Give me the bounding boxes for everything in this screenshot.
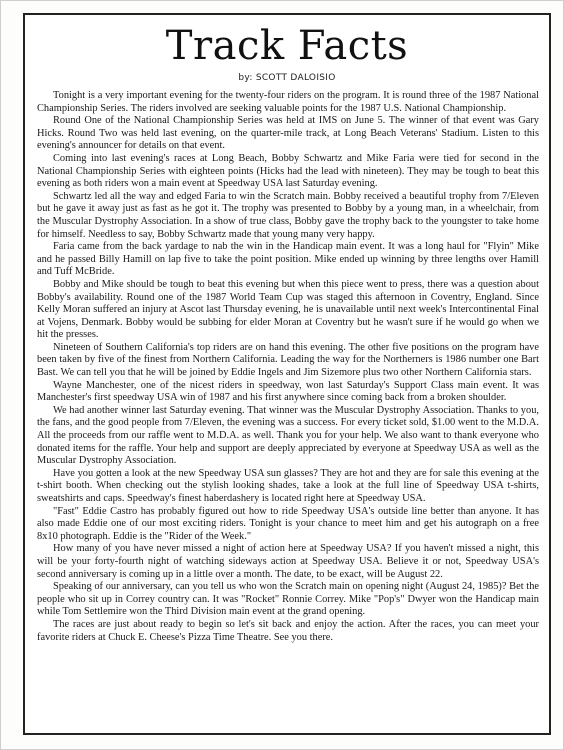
paragraph: Speaking of our anniversary, can you tell us who won the Scratch main on opening night (August 24, 1985)? Bet the people who sit up in Correy country can. It was "Rocket" Ronnie Correy. Mike "Pop's" Dwyer won the Handicap main while Tom Settlemire won the Third Division main event at the grand opening. bbox=[37, 581, 539, 618]
paragraph: Round One of the National Championship Series was held at IMS on June 5. The winner of that event was Gary Hicks. Round Two was held last evening, on the quarter-mile track, at Long Beach Veterans' Stadium. Listen to this evening's announcer for details on that event. bbox=[37, 115, 539, 152]
paragraph: Coming into last evening's races at Long Beach, Bobby Schwartz and Mike Faria were tied for second in the National Championship Series with eighteen points (Hicks had the lead with nineteen). They may be tough to beat this evening as both riders won a main event at Speedway USA last Saturday evening. bbox=[37, 152, 539, 190]
page-title: Track Facts bbox=[165, 23, 409, 69]
paragraph: Bobby and Mike should be tough to beat this evening but when this piece went to press, there was a question about Bobby's availability. Round one of the 1987 World Team Cup was staged this afternoon in Coventry, England. Since Kelly Moran suffered an injury at Ascot last Thursday evening, he is unavailable until next week's Intercontinental Final at Vojens, Denmark. Bobby would be subbing for elder Moran at Coventry but he wasn't sure if he would go when we hit the presses. bbox=[37, 278, 539, 341]
byline: by: SCOTT DALOISIO bbox=[238, 73, 336, 83]
paragraph: Faria came from the back yardage to nab the win in the Handicap main event. It was a long haul for "Flyin" Mike and he passed Billy Hamill on lap five to take the point position. Mike ended up winning by three lengths over Hamill and Tuff McBride. bbox=[37, 241, 539, 278]
paragraph: We had another winner last Saturday evening. That winner was the Muscular Dystrophy Association. Thanks to you, the fans, and the good people from 7/Eleven, the evening was a success. For every ticket sold, $1.00 went to the M.D.A. All the proceeds from our raffle went to M.D.A. as well. Thank you for your help. We also want to thank everyone who donated items for the raffle. Your help and support are deeply appreciated by everyone at Speedway USA as well as the Muscular Dystrophy Association. bbox=[37, 404, 539, 467]
article-frame bbox=[23, 13, 551, 735]
paragraph: Tonight is a very important evening for the twenty-four riders on the program. It is round three of the 1987 National Championship Series. The riders involved are seeking valuable points for the 1987 U.S. National Championship. bbox=[37, 90, 539, 114]
paragraph: How many of you have never missed a night of action here at Speedway USA? If you haven't missed a night, this will be your forty-fourth night of watching sideways action at Speedway USA. Believe it or not, Speedway USA's second anniversary is coming up in a little over a month. The date, to be exact, will be August 22. bbox=[37, 543, 539, 580]
article-body bbox=[37, 90, 539, 644]
paragraph: Have you gotten a look at the new Speedway USA sun glasses? They are hot and they are for sale this evening at the t-shirt booth. When checking out the stylish looking shades, take a look at the full line of Speedway USA t-shirts, sweatshirts and caps. Speedway's finest haberdashery is located right here at Speedway USA. bbox=[37, 467, 539, 504]
paragraph: Schwartz led all the way and edged Faria to win the Scratch main. Bobby received a beautiful trophy from 7/Eleven but he gave it away just as fast as he got it. The trophy was presented to Bobby by a young man, in a wheelchair, from the Muscular Dystrophy Association. In a show of true class, Bobby gave the trophy back to the youngster to take home for himself. Needless to say, Bobby Schwartz made that young many very happy. bbox=[37, 190, 539, 240]
paragraph: "Fast" Eddie Castro has probably figured out how to ride Speedway USA's outside line better than anyone. It has also made Eddie one of our most exciting riders. Tonight is your chance to meet him and get his autograph on a free 8x10 photograph. Eddie is the "Rider of the Week." bbox=[37, 505, 539, 542]
paragraph: The races are just about ready to begin so let's sit back and enjoy the action. After the races, you can meet your favorite riders at Chuck E. Cheese's Pizza Time Theatre. See you there. bbox=[37, 618, 539, 643]
paragraph: Nineteen of Southern California's top riders are on hand this evening. The other five positions on the program have been taken by five of the finest from Northern California. Leading the way for the Northerners is 1986 number one Bart Bast. We can tell you that he will be joined by Eddie Ingels and Jim Sizemore plus two other Northern California stars. bbox=[37, 341, 539, 379]
paragraph: Wayne Manchester, one of the nicest riders in speedway, won last Saturday's Support Class main event. It was Manchester's first speedway USA win of 1987 and his first anywhere since coming back from a broken shoulder. bbox=[37, 379, 539, 404]
